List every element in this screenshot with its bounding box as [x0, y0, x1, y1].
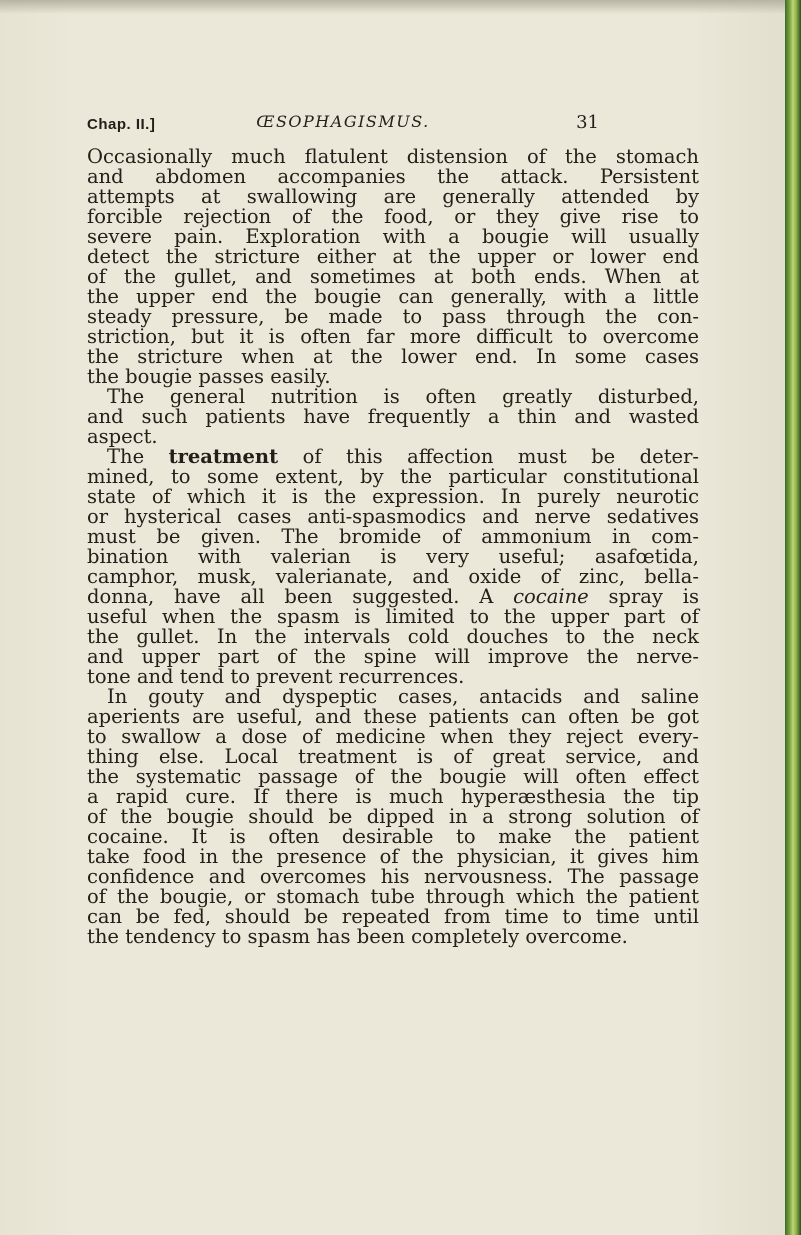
text-line: severe pain. Exploration with a bougie will usually — [87, 225, 699, 248]
text-line: of the bougie should be dipped in a strong solution of — [87, 805, 699, 828]
text-line: can be fed, should be repeated from time to time until — [87, 905, 699, 928]
text-line: aspect. — [87, 425, 158, 448]
text-line: of the gullet, and sometimes at both ends. When at — [87, 265, 699, 288]
page-top-shadow — [0, 0, 785, 14]
text-line: and such patients have frequently a thin and wasted — [87, 405, 699, 428]
running-head — [87, 112, 599, 138]
treatment-prefix: The — [107, 445, 145, 468]
text-line: the tendency to spasm has been completely overcome. — [87, 925, 628, 948]
cocaine-line-end: spray is — [608, 585, 699, 608]
text-line: The general nutrition is often greatly disturbed, — [107, 385, 699, 408]
page-title: ŒSOPHAGISMUS. — [256, 112, 430, 131]
text-line: bination with valerian is very useful; asafœtida, — [87, 545, 699, 568]
text-line: to swallow a dose of medicine when they reject every- — [87, 725, 699, 748]
text-line: detect the stricture either at the upper or lower end — [87, 245, 699, 268]
text-line: useful when the spasm is limited to the upper part of — [87, 605, 699, 628]
text-line: and upper part of the spine will improve the nerve- — [87, 645, 699, 668]
text-line: forcible rejection of the food, or they give rise to — [87, 205, 699, 228]
cocaine-prefix: A — [479, 585, 494, 608]
text-line: take food in the presence of the physician, it gives him — [87, 845, 699, 868]
text-line: steady pressure, be made to pass through the con- — [87, 305, 699, 328]
text-line: confidence and overcomes his nervousness. The passage — [87, 865, 699, 888]
chapter-label: Chap. II.] — [87, 116, 156, 133]
text-line: In gouty and dyspeptic cases, antacids and saline — [107, 685, 699, 708]
body-text — [87, 147, 699, 947]
text-line: attempts at swallowing are generally attended by — [87, 185, 699, 208]
cocaine-line-start: donna, have all been suggested. — [87, 585, 460, 608]
text-line: mined, to some extent, by the particular constitutional — [87, 465, 699, 488]
text-line: of the bougie, or stomach tube through which the patient — [87, 885, 699, 908]
text-line: aperients are useful, and these patients can often be got — [87, 705, 699, 728]
text-line: a rapid cure. If there is much hyperæsthesia the tip — [87, 785, 699, 808]
treatment-rest: of this affection must be deter- — [302, 445, 699, 468]
text-line: the gullet. In the intervals cold douches to the neck — [87, 625, 699, 648]
text-line: the systematic passage of the bougie will often effect — [87, 765, 699, 788]
text-line: the upper end the bougie can generally, with a little — [87, 285, 699, 308]
text-line: the stricture when at the lower end. In some cases — [87, 345, 699, 368]
text-line: the bougie passes easily. — [87, 365, 331, 388]
text-line: thing else. Local treatment is of great service, and — [87, 745, 699, 768]
text-line: state of which it is the expression. In purely neurotic — [87, 485, 699, 508]
text-line: camphor, musk, valerianate, and oxide of zinc, bella- — [87, 565, 699, 588]
text-line-treatment — [87, 447, 699, 467]
text-line: or hysterical cases anti-spasmodics and nerve sedatives — [87, 505, 699, 528]
page-number: 31 — [576, 112, 599, 133]
text-line: must be given. The bromide of ammonium in com- — [87, 525, 699, 548]
text-line: striction, but it is often far more difficult to overcome — [87, 325, 699, 348]
text-line: tone and tend to prevent recurrences. — [87, 665, 465, 688]
text-line-cocaine — [87, 587, 699, 607]
treatment-heading: treatment — [168, 445, 279, 468]
book-spine-edge — [785, 0, 801, 1235]
text-line: and abdomen accompanies the attack. Persistent — [87, 165, 699, 188]
text-line: Occasionally much flatulent distension of the stomach — [87, 145, 699, 168]
cocaine-word: cocaine — [513, 585, 589, 608]
text-line: cocaine. It is often desirable to make the patient — [87, 825, 699, 848]
